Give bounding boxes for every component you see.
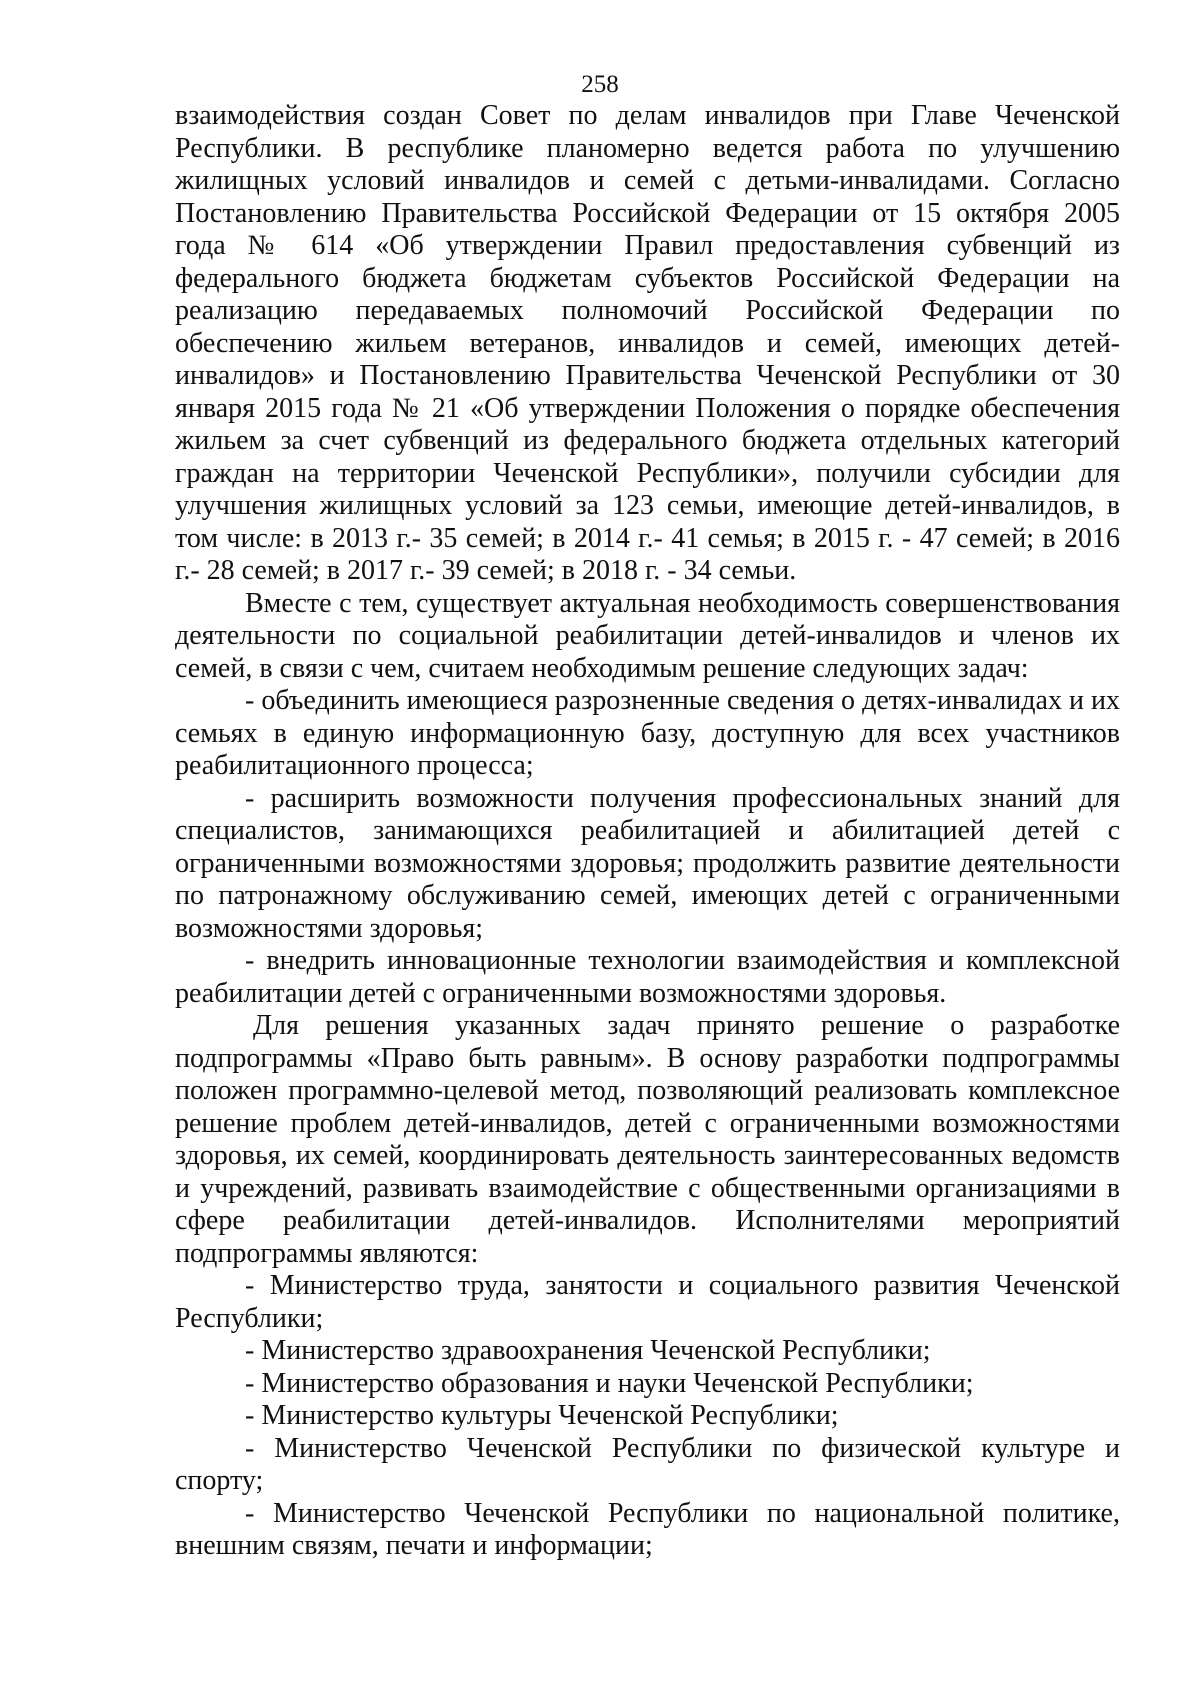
paragraph-subprogram: Для решения указанных задач принято решение о разработке подпрограммы «Право быть равным». В основу разработки подпрограммы положен программно-целевой метод, позволяющий реализовать комплексное решение проблем детей-инвалидов, детей с ограниченными возможностями здоровья, их семей, координировать деятельность заинтересованных ведомств и учреждений, развивать взаимодействие с общественными организациями в сфере реабилитации детей-инвалидов. Исполнителями мероприятий подпрограммы являются: [175, 1010, 1120, 1269]
list-item-ministry-health: - Министерство здравоохранения Чеченской Республики; [245, 1335, 931, 1366]
page-number: 258 [581, 71, 619, 98]
list-item-ministry-sport: - Министерство Чеченской Республики по физической культуре и спорту; [175, 1432, 1120, 1496]
paragraph-tasks-intro: Вместе с тем, существует актуальная необходимость совершенствования деятельности по социальной реабилитации детей-инвалидов и членов их семей, в связи с чем, считаем необходимым решение следующих задач: [175, 587, 1120, 684]
list-item-task-training: - расширить возможности получения профессиональных знаний для специалистов, занимающихся реабилитацией и абилитацией детей с ограниченными возможностями здоровья; продолжить развитие деятельности по патронажному обслуживанию семей, имеющих детей с ограниченными возможностями здоровья; [175, 782, 1120, 944]
list-item-ministry-culture: - Министерство культуры Чеченской Республики; [245, 1400, 839, 1431]
list-item-task-technologies: - внедрить инновационные технологии взаимодействия и комплексной реабилитации детей с ограниченными возможностями здоровья. [175, 945, 1120, 1009]
paragraph-housing-subsidies: взаимодействия создан Совет по делам инвалидов при Главе Чеченской Республики. В республике планомерно ведется работа по улучшению жилищных условий инвалидов и семей с детьми-инвалидами. Согласно Постановлению Правительства Российской Федерации от 15 октября 2005 года № 614 «Об утверждении Правил предоставления субвенций из федерального бюджета бюджетам субъектов Российской Федерации на реализацию передаваемых полномочий Российской Федерации по обеспечению жильем ветеранов, инвалидов и семей, имеющих детей-инвалидов» и Постановлению Правительства Чеченской Республики от 30 января 2015 года № 21 «Об утверждении Положения о порядке обеспечения жильем за счет субвенций из федерального бюджета отдельных категорий граждан на территории Чеченской Республики», получили субсидии для улучшения жилищных условий за 123 семьи, имеющие детей-инвалидов, в том числе: в 2013 г.- 35 семей; в 2014 г.- 41 семья; в 2015 г. - 47 семей; в 2016 г.- 28 семей; в 2017 г.- 39 семей; в 2018 г. - 34 семьи. [175, 100, 1120, 586]
list-item-ministry-national-policy: - Министерство Чеченской Республики по национальной политике, внешним связям, печати и информации; [175, 1497, 1120, 1561]
list-item-ministry-education: - Министерство образования и науки Чеченской Республики; [245, 1367, 974, 1399]
document-body [175, 100, 1120, 1563]
list-item-task-database: - объединить имеющиеся разрозненные сведения о детях-инвалидах и их семьях в единую информационную базу, доступную для всех участников реабилитационного процесса; [175, 685, 1120, 781]
list-item-ministry-labor: - Министерство труда, занятости и социального развития Чеченской Республики; [175, 1270, 1120, 1334]
